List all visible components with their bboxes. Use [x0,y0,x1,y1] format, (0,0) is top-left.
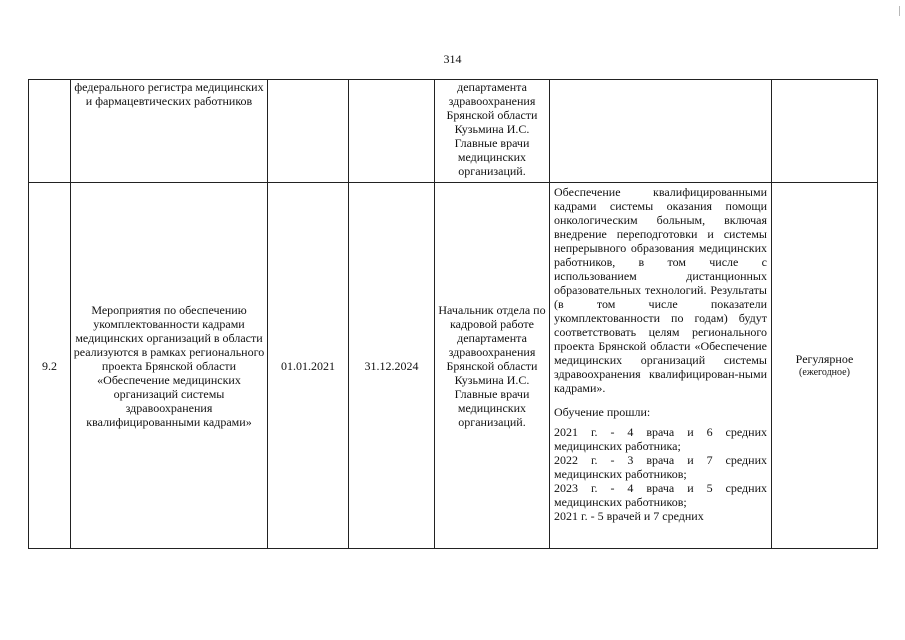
measures-table [28,79,878,549]
cell-event-name: Мероприятия по обеспечению укомплектованности кадрами медицинских организаций в области реализуются в рамках регионального проекта Брянской области «Обеспечение медицинских организаций системы здравоохранения квалифицированными кадрами» [71,183,268,549]
results-paragraph: Обеспечение квалифицированными кадрами системы оказания помощи онкологическим больным, включая внедрение переподготовки и системы непрерывного образования медицинских работников, в том числе с использованием дистанционных образовательных технологий. Результаты (в том числе показатели укомплектованности по годам) будут соответствовать целям регионального проекта Брянской области «Обеспечение медицинских организаций системы здравоохранения квалифицирован-ными кадрами». [554,185,767,395]
trained-item: 2021 г. - 5 врачей и 7 средних [554,509,704,523]
cell-end-date-empty [349,80,435,183]
cell-number: 9.2 [29,183,71,549]
trained-item: 2021 г. - 4 врача и 6 средних медицинских работника; [554,425,767,453]
cell-start-date-empty [268,80,349,183]
cell-responsible: Начальник отдела по кадровой работе департамента здравоохранения Брянской области Кузьмина И.С. Главные врачи медицинских организаций. [435,183,550,549]
page-number: 314 [443,52,462,66]
trained-item: 2023 г. - 4 врача и 5 средних медицинских работников; [554,481,767,509]
cell-start-date: 01.01.2021 [268,183,349,549]
cell-end-date: 31.12.2024 [349,183,435,549]
cell-results-empty [550,80,772,183]
cell-number-empty [29,80,71,183]
cell-responsible: департамента здравоохранения Брянской области Кузьмина И.С. Главные врачи медицинских организаций. [435,80,550,183]
frequency-note: (ежегодное) [799,367,850,378]
cell-frequency-empty [772,80,878,183]
table-row-9-2 [29,183,878,549]
scan-edge-mark [899,6,900,16]
trained-list [554,425,767,523]
table-row-continuation [29,80,878,183]
cell-event-name: федерального регистра медицинских и фармацевтических работников [71,80,268,183]
cell-results [550,183,772,549]
cell-frequency [772,183,878,549]
trained-item: 2022 г. - 3 врача и 7 средних медицинских работников; [554,453,767,481]
frequency-label: Регулярное [795,352,854,366]
trained-heading: Обучение прошли: [554,405,651,419]
